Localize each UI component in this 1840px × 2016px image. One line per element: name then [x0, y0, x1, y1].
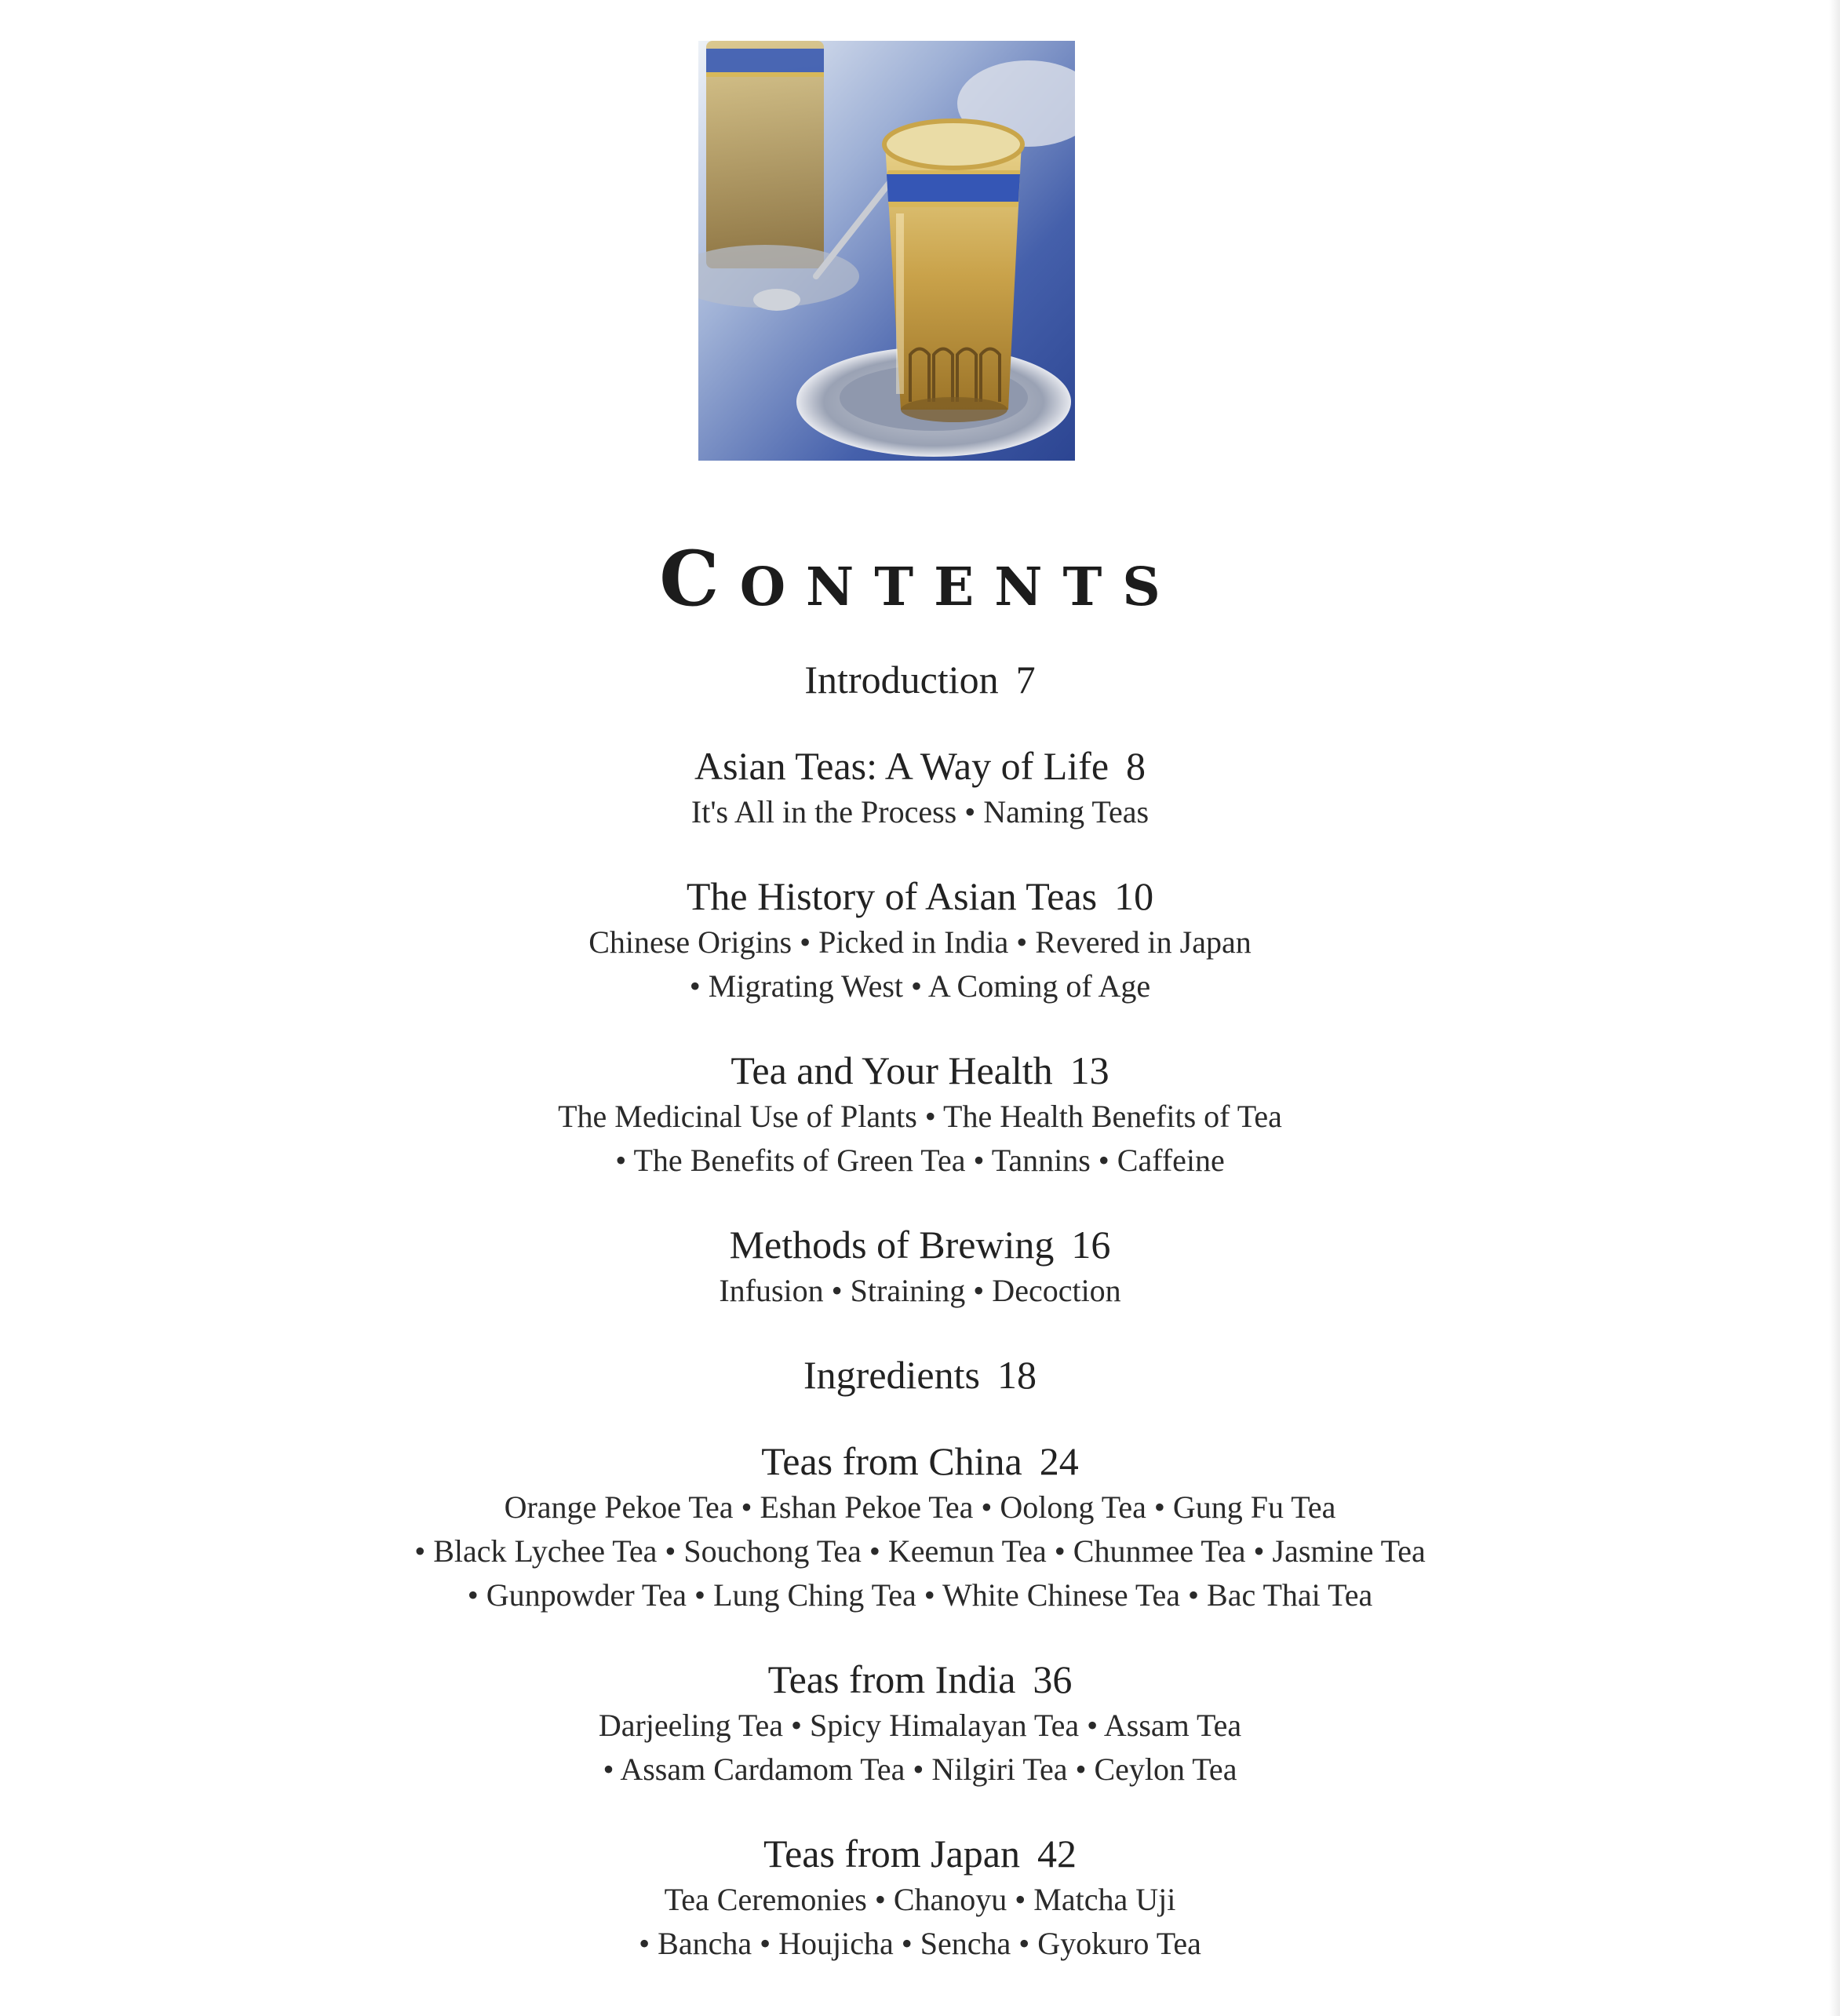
entry-title: Teas from China: [761, 1439, 1022, 1483]
entry-subtopics: Orange Pekoe Tea • Eshan Pekoe Tea • Oolong Tea • Gung Fu Tea: [504, 1489, 1336, 1525]
contents-entry: [0, 1829, 1840, 1966]
entry-page-number: 24: [1039, 1439, 1079, 1483]
entry-page-number: 10: [1114, 874, 1154, 918]
contents-entry: [0, 872, 1840, 1008]
entry-title: Teas from Japan: [763, 1832, 1020, 1876]
entry-page-number: 8: [1126, 744, 1146, 788]
entry-title: Asian Teas: A Way of Life: [694, 744, 1109, 788]
entry-page-number: 42: [1037, 1832, 1077, 1876]
page-title: Contents: [659, 534, 1181, 623]
contents-entry: [0, 742, 1840, 834]
entry-heading: [0, 742, 1840, 790]
entry-heading: [0, 1046, 1840, 1095]
entry-subtopics: Chinese Origins • Picked in India • Revered in Japan: [588, 924, 1252, 960]
entry-title: Tea and Your Health: [731, 1048, 1053, 1092]
entry-subtopics: • Bancha • Houjicha • Sencha • Gyokuro Tea: [639, 1926, 1201, 1961]
entry-title: The History of Asian Teas: [686, 874, 1098, 918]
entry-subtopics: • Gunpowder Tea • Lung Ching Tea • White Chinese Tea • Bac Thai Tea: [467, 1577, 1373, 1613]
entry-subtopics: The Medicinal Use of Plants • The Health Benefits of Tea: [558, 1099, 1282, 1134]
entry-page-number: 7: [1015, 658, 1036, 702]
contents-entry: [0, 1220, 1840, 1313]
entry-subtopics: Tea Ceremonies • Chanoyu • Matcha Uji: [664, 1882, 1176, 1917]
entry-page-number: 13: [1069, 1048, 1109, 1092]
entry-page-number: 36: [1033, 1657, 1073, 1701]
entry-subtopics: Infusion • Straining • Decoction: [719, 1273, 1121, 1308]
entry-heading: [0, 872, 1840, 921]
entry-heading: [0, 1351, 1840, 1399]
entry-heading: [0, 1655, 1840, 1704]
entry-heading: [0, 655, 1840, 704]
entry-heading: [0, 1220, 1840, 1269]
entry-subtopics: • Black Lychee Tea • Souchong Tea • Keemun Tea • Chunmee Tea • Jasmine Tea: [414, 1533, 1426, 1569]
entry-page-number: 16: [1071, 1223, 1111, 1267]
entry-title: Teas from India: [767, 1657, 1016, 1701]
entry-subtopics: It's All in the Process • Naming Teas: [690, 794, 1150, 829]
entry-subtopics: • Migrating West • A Coming of Age: [689, 968, 1151, 1004]
entry-heading: [0, 1437, 1840, 1486]
contents-entry: [0, 1437, 1840, 1617]
entry-page-number: 18: [997, 1353, 1037, 1397]
contents-entry: [0, 655, 1840, 704]
entry-subtopics: • Assam Cardamom Tea • Nilgiri Tea • Ceylon Tea: [603, 1752, 1237, 1787]
contents-entry: [0, 1655, 1840, 1792]
entry-title: Introduction: [804, 658, 999, 702]
entry-subtopics: • The Benefits of Green Tea • Tannins • Caffeine: [615, 1143, 1225, 1178]
contents-entry: [0, 1046, 1840, 1183]
contents-entry: [0, 1351, 1840, 1399]
contents-list: [0, 655, 1840, 2003]
entry-subtopics: Darjeeling Tea • Spicy Himalayan Tea • Assam Tea: [598, 1708, 1242, 1743]
entry-title: Methods of Brewing: [729, 1223, 1055, 1267]
entry-title: Ingredients: [803, 1353, 980, 1397]
entry-heading: [0, 1829, 1840, 1878]
